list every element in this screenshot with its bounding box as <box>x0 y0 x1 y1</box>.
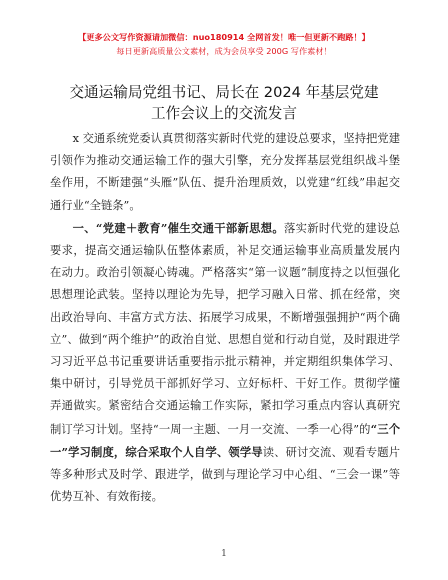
title-line-1: 交通运输局党组书记、局长在 2024 年基层党建 <box>69 84 379 101</box>
section-1-text-end: 读、研讨交流、观看专题片等多种形式及时学、跟进学，做到与理论学习中心组、“三会一课”等优势互补、有效衔接。 <box>50 445 400 504</box>
promo-line-2: 每日更新高质量公文素材，成为会员享受 200G 写作素材！ <box>116 46 332 56</box>
document-title <box>50 82 398 124</box>
section-1-paragraph <box>50 217 400 509</box>
section-1-text: 落实新时代党的建设总要求，提高交通运输队伍整体素质，补足交通运输事业高质量发展内在动力。政治引领凝心铸魂。严格落实“第一议题”制度持之以恒强化思想理论武装。坚持以理论为先导，把学习融入日常、抓在经常，突出政治导向、丰富方式方法、拓展学习成果，不断增强强拥护“两个确立”、做到“两个维护”的政治自觉、思想自觉和行动自觉，及时跟进学习习近平总书记重要讲话重要指示批示精神，并定期组织集体学习、集中研讨，引导党员干部抓好学习、立好标杆、干好工作。贯彻学懂弄通做实。紧密结合交通运输工作实际，紧扣学习重点内容认真研究制订学习计划。坚持“一周一主题、一月一交流、一季一心得”的 <box>50 221 400 436</box>
title-line-2: 工作会议上的交流发言 <box>151 105 297 122</box>
document-body <box>50 128 400 508</box>
intro-paragraph: x 交通系统党委认真贯彻落实新时代党的建设总要求，坚持把党建引领作为推动交通运输工作的强大引擎，充分发挥基层党组织战斗堡垒作用，不断建强“头雁”队伍、提升治理质效，以党建“红线”串起交通行业“全链条”。 <box>50 132 400 212</box>
promo-banner <box>0 30 448 58</box>
promo-line-1: 【更多公文写作资源请加微信：nuo180914 全网首发！唯一但更新不跑路！】 <box>78 32 370 42</box>
page-number: 1 <box>221 549 227 559</box>
section-1-bold-text: “三个一”学习制度，综合采取个人自学、领学导 <box>50 421 400 459</box>
section-1-heading: 一、“党建＋教育”催生交通干部新思想。 <box>72 220 284 235</box>
